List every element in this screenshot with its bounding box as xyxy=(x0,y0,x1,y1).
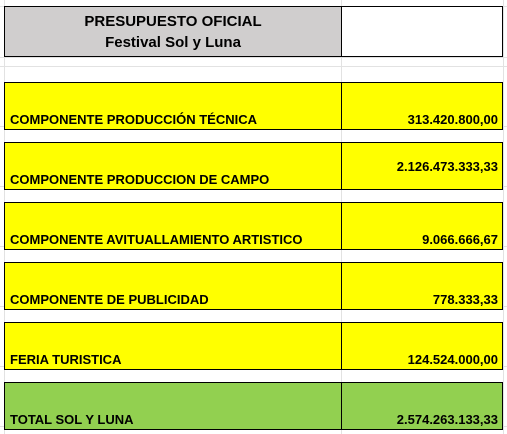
gridline xyxy=(503,0,504,434)
total-label: TOTAL SOL Y LUNA xyxy=(10,412,134,427)
component-value-cell[interactable] xyxy=(341,262,503,310)
component-value: 778.333,33 xyxy=(432,292,498,307)
component-value-cell[interactable] xyxy=(341,322,503,370)
total-value-cell[interactable] xyxy=(341,382,503,430)
component-value-cell[interactable] xyxy=(341,82,503,130)
component-label-cell[interactable] xyxy=(4,202,342,250)
component-value: 313.420.800,00 xyxy=(407,112,498,127)
component-label-cell[interactable] xyxy=(4,82,342,130)
component-label-cell[interactable] xyxy=(4,142,342,190)
component-label: COMPONENTE AVITUALLAMIENTO ARTISTICO xyxy=(10,232,303,247)
component-label: COMPONENTE PRODUCCION DE CAMPO xyxy=(10,172,270,187)
festival-name: Festival Sol y Luna xyxy=(105,34,241,51)
component-value: 124.524.000,00 xyxy=(407,352,498,367)
component-label-cell[interactable] xyxy=(4,262,342,310)
component-label: FERIA TURISTICA xyxy=(10,352,122,367)
gridline xyxy=(0,57,507,58)
budget-title-cell[interactable] xyxy=(4,6,342,57)
component-label-cell[interactable] xyxy=(4,322,342,370)
component-value: 9.066.666,67 xyxy=(422,232,498,247)
empty-header-cell[interactable] xyxy=(341,6,503,57)
gridline xyxy=(0,66,507,67)
component-value: 2.126.473.333,33 xyxy=(396,158,498,174)
component-label: COMPONENTE DE PUBLICIDAD xyxy=(10,292,209,307)
total-value: 2.574.263.133,33 xyxy=(396,412,498,427)
component-value-cell[interactable] xyxy=(341,142,503,190)
component-value-cell[interactable] xyxy=(341,202,503,250)
total-label-cell[interactable] xyxy=(4,382,342,430)
budget-title: PRESUPUESTO OFICIAL xyxy=(84,13,262,30)
component-label: COMPONENTE PRODUCCIÓN TÉCNICA xyxy=(10,112,258,127)
